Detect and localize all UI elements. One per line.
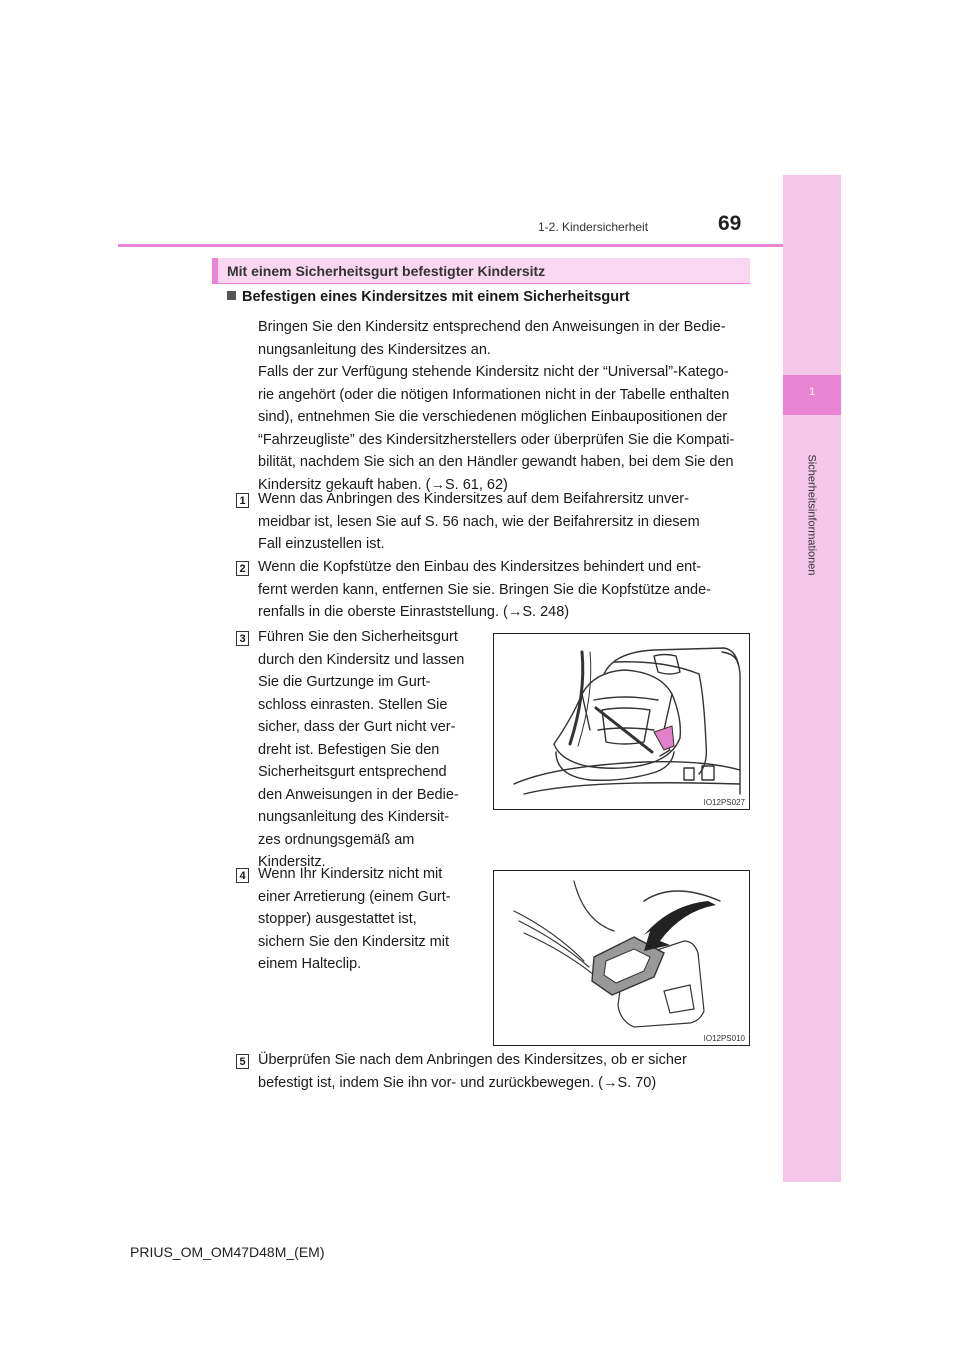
text-line: sicher, dass der Gurt nicht ver- — [258, 719, 456, 735]
text-line: meidbar ist, lesen Sie auf S. 56 nach, wie der Beifahrersitz in diesem — [258, 513, 700, 530]
text-line: befestigt ist, indem Sie ihn vor- und zurückbewegen. (→S. 70) — [258, 1074, 657, 1091]
child-seat-drawing — [494, 634, 748, 808]
text-line: Bringen Sie den Kindersitz entsprechend den Anweisungen in der Bedie- — [258, 319, 726, 335]
figure-code: IO12PS027 — [703, 798, 745, 807]
text-line: fernt werden kann, entfernen Sie sie. Bringen Sie die Kopfstütze ande- — [258, 581, 712, 598]
subheading: Befestigen eines Kindersitzes mit einem Sicherheitsgurt — [227, 289, 630, 305]
text-line: “Fahrzeugliste” des Kindersitzherstellers oder überprüfen Sie die Kompati- — [258, 431, 735, 448]
chapter-side-tab — [783, 175, 841, 1182]
step-3-text — [258, 626, 478, 874]
text-line: Wenn Ihr Kindersitz nicht mit — [258, 866, 443, 882]
text-line: Kindersitz. — [258, 854, 326, 870]
section-box-title: Mit einem Sicherheitsgurt befestigter Kindersitz — [212, 258, 750, 284]
step-2-text — [258, 556, 744, 624]
intro-paragraph-1 — [258, 316, 744, 361]
figure-code: IO12PS010 — [703, 1034, 745, 1043]
text-line: nungsanleitung des Kindersitzes an. — [258, 341, 491, 358]
child-seat-illustration — [493, 633, 750, 810]
step-number-badge: 2 — [236, 561, 249, 576]
text-line: durch den Kindersitz und lassen — [258, 651, 465, 668]
text-line: Kindersitz gekauft haben. (→S. 61, 62) — [258, 476, 508, 493]
locking-clip-drawing — [494, 871, 748, 1044]
text-line: Wenn das Anbringen des Kindersitzes auf dem Beifahrersitz unver- — [258, 491, 689, 507]
text-line: stopper) ausgestattet ist, — [258, 911, 417, 927]
text-line: Führen Sie den Sicherheitsgurt — [258, 629, 458, 645]
step-1-text — [258, 488, 744, 556]
text-line: einem Halteclip. — [258, 956, 362, 972]
text-line: Fall einzustellen ist. — [258, 536, 385, 552]
header-section-title: 1-2. Kindersicherheit — [538, 220, 649, 234]
step-number-badge: 5 — [236, 1054, 249, 1069]
text-line: einer Arretierung (einem Gurt- — [258, 888, 451, 905]
text-line: Falls der zur Verfügung stehende Kindersitz nicht der “Universal”-Katego- — [258, 364, 729, 380]
text-line: bilität, nachdem Sie sich an den Händler gewandt haben, bei dem Sie den — [258, 454, 734, 470]
square-bullet-icon — [227, 291, 236, 300]
step-4-text — [258, 863, 478, 976]
pink-arrow-icon — [654, 726, 674, 750]
text-line: sichern Sie den Kindersitz mit — [258, 933, 449, 950]
text-line: Wenn die Kopfstütze den Einbau des Kindersitzes behindert und ent- — [258, 559, 702, 575]
intro-paragraph-2 — [258, 361, 744, 496]
step-5-text — [258, 1049, 744, 1094]
text-line: nungsanleitung des Kindersit- — [258, 809, 450, 825]
step-number-badge: 3 — [236, 631, 249, 646]
header-rule — [118, 244, 783, 247]
chapter-label: Sicherheitsinformationen — [806, 454, 819, 576]
document-footer-code: PRIUS_OM_OM47D48M_(EM) — [130, 1244, 325, 1260]
text-line: sind), entnehmen Sie die verschiedenen möglichen Einbaupositionen der — [258, 409, 728, 425]
step-number-badge: 1 — [236, 493, 249, 508]
text-line: Sie die Gurtzunge im Gurt- — [258, 674, 431, 690]
step-number-badge: 4 — [236, 868, 249, 883]
page-number: 69 — [718, 212, 742, 235]
text-line: Überprüfen Sie nach dem Anbringen des Kindersitzes, ob er sicher — [258, 1052, 687, 1068]
text-line: renfalls in die oberste Einraststellung. (→S. 248) — [258, 604, 570, 620]
text-line: rie angehört (oder die nötigen Informationen nicht in der Tabelle enthalten — [258, 386, 730, 403]
locking-clip-illustration — [493, 870, 750, 1046]
chapter-number: 1 — [808, 386, 816, 398]
text-line: zes ordnungsgemäß am — [258, 831, 415, 848]
text-line: schloss einrasten. Stellen Sie — [258, 696, 448, 713]
text-line: den Anweisungen in der Bedie- — [258, 786, 459, 803]
text-line: dreht ist. Befestigen Sie den — [258, 741, 440, 758]
text-line: Sicherheitsgurt entsprechend — [258, 764, 447, 780]
